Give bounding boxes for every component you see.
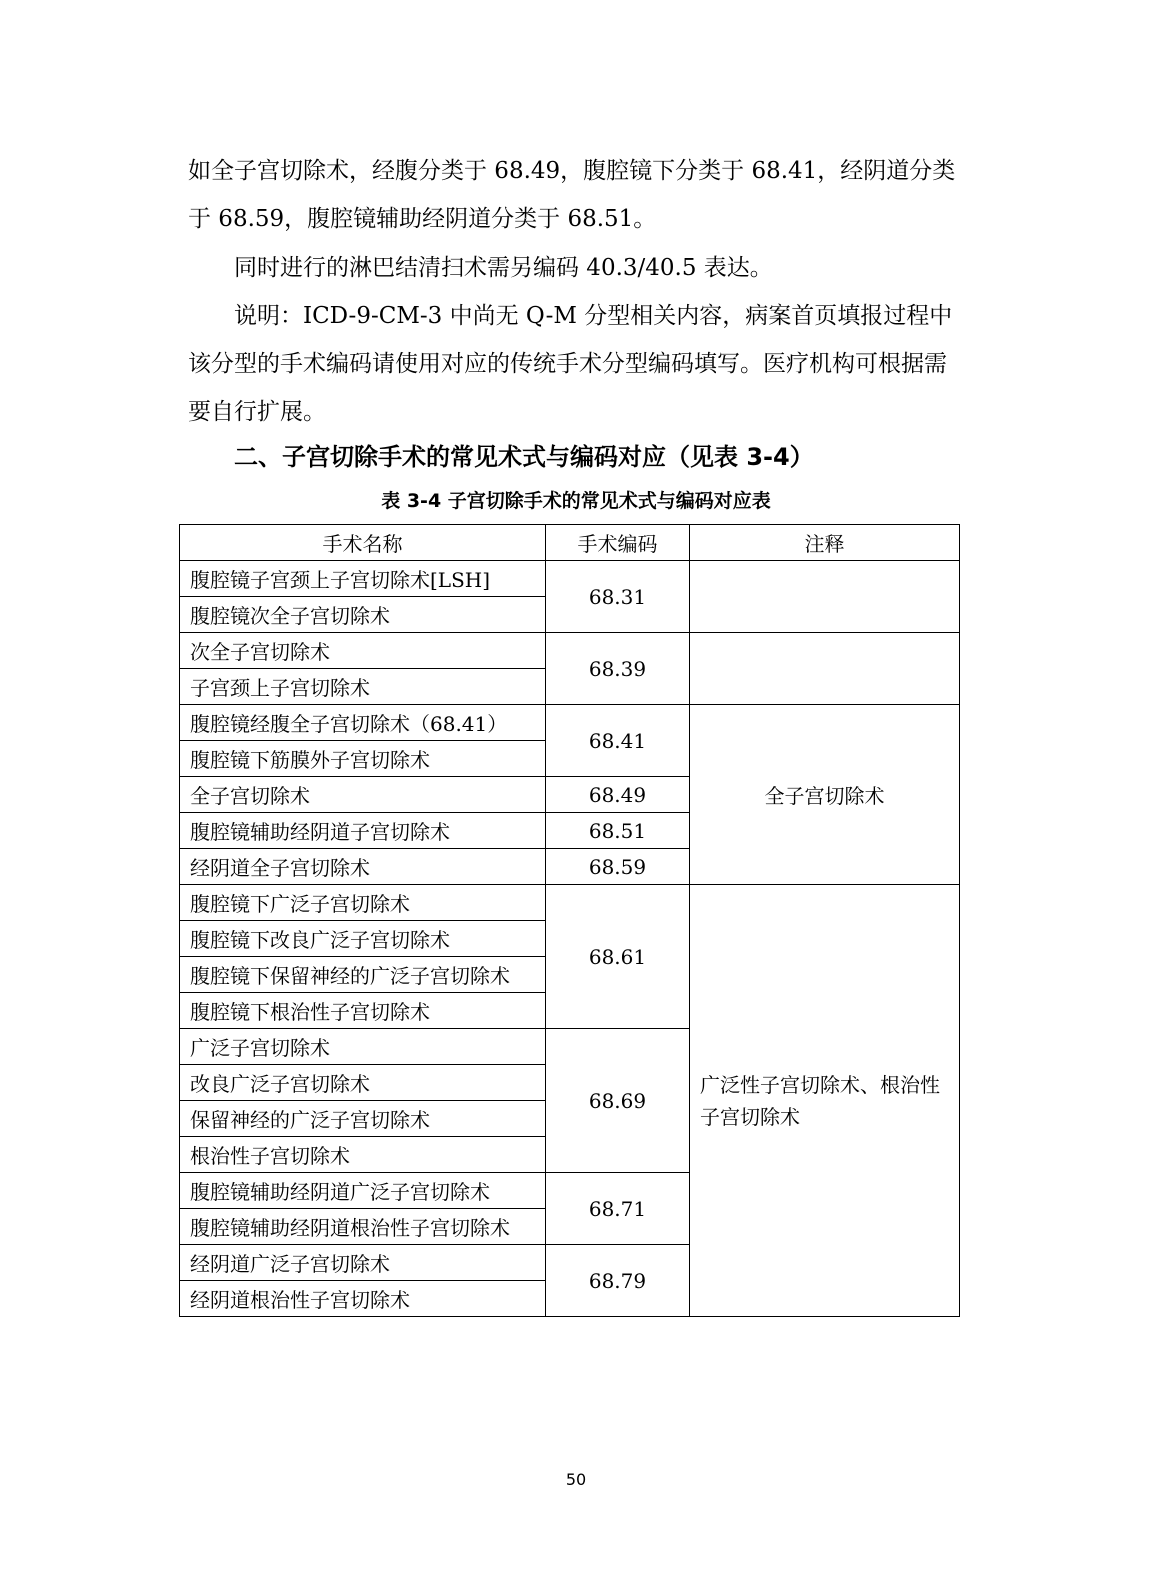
procedure-name: 腹腔镜子宫颈上子宫切除术[LSH]: [180, 561, 546, 597]
table-caption: 表 3-4 子宫切除手术的常见术式与编码对应表: [381, 490, 771, 512]
procedure-code: 68.61: [546, 885, 690, 1029]
procedure-name: 子宫颈上子宫切除术: [180, 669, 546, 705]
procedure-name: 广泛子宫切除术: [180, 1029, 546, 1065]
procedure-code: 68.71: [546, 1173, 690, 1245]
procedure-name: 次全子宫切除术: [180, 633, 546, 669]
procedure-code-table: [179, 524, 960, 1317]
procedure-code: 68.51: [546, 813, 690, 849]
procedure-code: 68.69: [546, 1029, 690, 1173]
header-procedure-name: 手术名称: [180, 525, 546, 561]
header-procedure-code: 手术编码: [546, 525, 690, 561]
procedure-name: 经阴道根治性子宫切除术: [180, 1281, 546, 1317]
procedure-name: 根治性子宫切除术: [180, 1137, 546, 1173]
procedure-code: 68.49: [546, 777, 690, 813]
procedure-name: 腹腔镜下根治性子宫切除术: [180, 993, 546, 1029]
section-heading: 二、子宫切除手术的常见术式与编码对应（见表 3-4）: [234, 443, 814, 471]
table-row: [180, 705, 960, 741]
procedure-code: 68.79: [546, 1245, 690, 1317]
procedure-name: 腹腔镜下保留神经的广泛子宫切除术: [180, 957, 546, 993]
procedure-name: 腹腔镜下广泛子宫切除术: [180, 885, 546, 921]
table-row: [180, 561, 960, 597]
procedure-name: 保留神经的广泛子宫切除术: [180, 1101, 546, 1137]
procedure-name: 腹腔镜辅助经阴道广泛子宫切除术: [180, 1173, 546, 1209]
note-cell: [690, 561, 960, 633]
procedure-code: 68.39: [546, 633, 690, 705]
procedure-name: 腹腔镜下改良广泛子宫切除术: [180, 921, 546, 957]
note-cell: 全子宫切除术: [690, 705, 960, 885]
procedure-name: 腹腔镜经腹全子宫切除术（68.41）: [180, 705, 546, 741]
procedure-name: 腹腔镜下筋膜外子宫切除术: [180, 741, 546, 777]
note-cell: 广泛性子宫切除术、根治性子宫切除术: [690, 885, 960, 1317]
procedure-code: 68.59: [546, 849, 690, 885]
note-cell: [690, 633, 960, 705]
procedure-name: 全子宫切除术: [180, 777, 546, 813]
paragraph-3: 说明：ICD-9-CM-3 中尚无 Q-M 分型相关内容，病案首页填报过程中该分型的手术编码请使用对应的传统手术分型编码填写。医疗机构可根据需要自行扩展。: [188, 303, 953, 425]
procedure-name: 腹腔镜辅助经阴道根治性子宫切除术: [180, 1209, 546, 1245]
procedure-name: 改良广泛子宫切除术: [180, 1065, 546, 1101]
paragraph-1: 如全子宫切除术，经腹分类于 68.49，腹腔镜下分类于 68.41，经阴道分类于 68.59，腹腔镜辅助经阴道分类于 68.51。: [188, 158, 956, 232]
procedure-name: 腹腔镜辅助经阴道子宫切除术: [180, 813, 546, 849]
page-number: 50: [565, 1470, 587, 1489]
table-row: [180, 885, 960, 921]
procedure-name: 经阴道全子宫切除术: [180, 849, 546, 885]
header-notes: 注释: [690, 525, 960, 561]
procedure-name: 腹腔镜次全子宫切除术: [180, 597, 546, 633]
table-header-row: [180, 525, 960, 561]
procedure-code: 68.41: [546, 705, 690, 777]
table-row: [180, 633, 960, 669]
procedure-name: 经阴道广泛子宫切除术: [180, 1245, 546, 1281]
paragraph-2: 同时进行的淋巴结清扫术需另编码 40.3/40.5 表达。: [234, 255, 773, 281]
procedure-code: 68.31: [546, 561, 690, 633]
